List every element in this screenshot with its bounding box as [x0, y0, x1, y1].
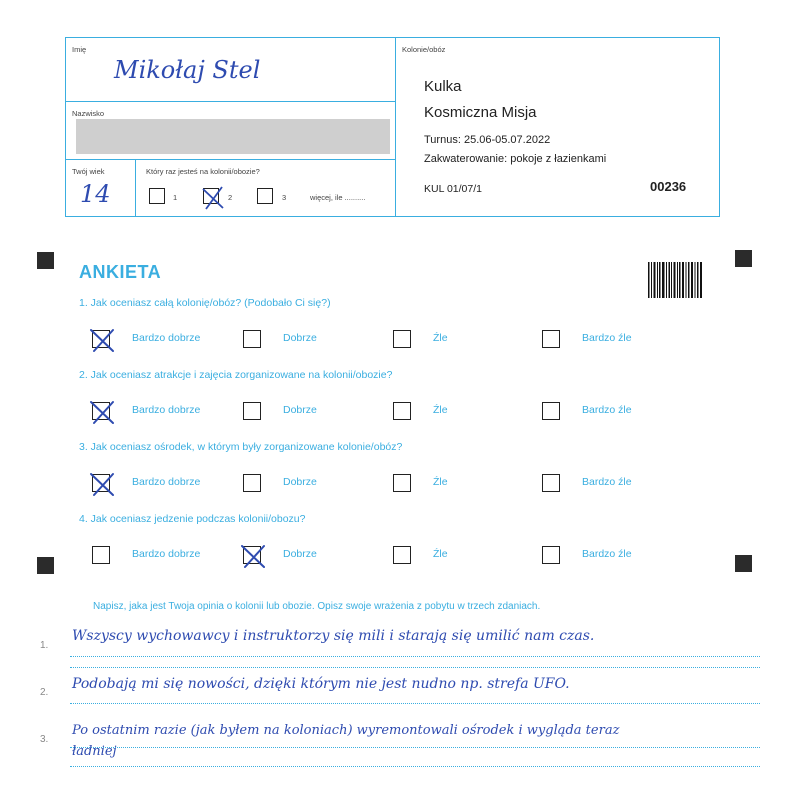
question-1-option-2-label: Dobrze — [283, 332, 317, 344]
answer-number-2: 2. — [40, 687, 49, 698]
name-cell — [66, 38, 396, 102]
answer-number-3: 3. — [40, 734, 49, 745]
surname-label: Nazwisko — [72, 109, 105, 118]
name-label: Imię — [72, 45, 87, 54]
camp-cell — [396, 38, 720, 217]
question-1-option-4-label: Bardzo źle — [582, 332, 632, 344]
turnus-row — [424, 134, 550, 146]
age-cell — [66, 160, 136, 217]
answer-rule-3 — [70, 747, 760, 748]
question-2-text: 2. Jak oceniasz atrakcje i zajęcia zorganizowane na kolonii/obozie? — [79, 369, 393, 381]
question-3-option-2-checkbox[interactable] — [243, 474, 261, 492]
times-checkbox-2[interactable] — [203, 188, 219, 204]
question-4-option-2-checkbox[interactable] — [243, 546, 261, 564]
check-mark-icon — [89, 399, 115, 425]
answer-number-1: 1. — [40, 640, 49, 651]
registration-marker-bottom-right — [735, 555, 752, 572]
header-form — [65, 37, 720, 217]
answer-line-2[interactable]: Podobają mi się nowości, dzięki którym nie jest nudno np. strefa UFO. — [72, 676, 570, 692]
camp-name: Kulka — [424, 78, 462, 95]
turnus-value: 25.06-05.07.2022 — [463, 134, 551, 146]
form-number: 00236 — [650, 179, 687, 194]
question-4-option-2-label: Dobrze — [283, 548, 317, 560]
question-1-option-2-checkbox[interactable] — [243, 330, 261, 348]
question-2-option-4-label: Bardzo źle — [582, 404, 632, 416]
question-1-option-1-label: Bardzo dobrze — [132, 332, 201, 344]
question-3-option-3-checkbox[interactable] — [393, 474, 411, 492]
question-1-option-1-checkbox[interactable] — [92, 330, 110, 348]
name-value[interactable]: Mikołaj Stel — [114, 56, 261, 84]
question-4-option-4-checkbox[interactable] — [542, 546, 560, 564]
question-4-text: 4. Jak oceniasz jedzenie podczas kolonii/obozu? — [79, 513, 306, 525]
answer-line-1[interactable]: Wszyscy wychowawcy i instruktorzy się mili i starają się umilić nam czas. — [72, 628, 595, 644]
question-3-text: 3. Jak oceniasz ośrodek, w którym były zorganizowane kolonie/obóz? — [79, 441, 403, 453]
registration-marker-top-left — [37, 252, 54, 269]
question-2-option-3-checkbox[interactable] — [393, 402, 411, 420]
check-mark-icon — [89, 327, 115, 353]
barcode — [648, 262, 702, 298]
camp-code: KUL 01/07/1 — [424, 183, 482, 195]
question-1-option-3-label: Źle — [433, 332, 448, 344]
question-2-option-3-label: Źle — [433, 404, 448, 416]
times-more-label: więcej, ile .......... — [310, 193, 366, 202]
answer-rule-4 — [70, 766, 760, 767]
question-4-option-4-label: Bardzo źle — [582, 548, 632, 560]
question-4-option-3-label: Źle — [433, 548, 448, 560]
question-3-option-1-label: Bardzo dobrze — [132, 476, 201, 488]
question-3-option-2-label: Dobrze — [283, 476, 317, 488]
times-cell — [136, 160, 396, 217]
question-1-option-3-checkbox[interactable] — [393, 330, 411, 348]
question-3-option-4-checkbox[interactable] — [542, 474, 560, 492]
answer-rule-1 — [70, 656, 760, 657]
accommodation-value: pokoje z łazienkami — [510, 153, 607, 165]
question-2-option-2-checkbox[interactable] — [243, 402, 261, 420]
answer-line-3-continued[interactable]: ładniej — [72, 744, 117, 759]
times-checkbox-1[interactable] — [149, 188, 165, 204]
answer-line-3[interactable]: Po ostatnim razie (jak byłem na koloniach) wyremontowali ośrodek i wygląda teraz — [72, 723, 620, 738]
question-4-option-1-label: Bardzo dobrze — [132, 548, 201, 560]
age-value[interactable]: 14 — [80, 180, 111, 208]
question-3-option-4-label: Bardzo źle — [582, 476, 632, 488]
times-option-1: 1 — [173, 193, 178, 202]
redacted-surname — [76, 119, 390, 154]
times-option-3: 3 — [282, 193, 287, 202]
camp-label: Kolonie/obóz — [402, 45, 446, 54]
registration-marker-top-right — [735, 250, 752, 267]
question-3-option-1-checkbox[interactable] — [92, 474, 110, 492]
age-label: Twój wiek — [72, 167, 105, 176]
question-3-option-3-label: Źle — [433, 476, 448, 488]
registration-marker-bottom-left — [37, 557, 54, 574]
question-4-option-1-checkbox[interactable] — [92, 546, 110, 564]
question-2-option-2-label: Dobrze — [283, 404, 317, 416]
question-2-option-1-label: Bardzo dobrze — [132, 404, 201, 416]
check-mark-icon — [240, 543, 266, 569]
question-2-option-1-checkbox[interactable] — [92, 402, 110, 420]
times-checkbox-3[interactable] — [257, 188, 273, 204]
check-mark-icon — [200, 185, 226, 211]
opinion-prompt: Napisz, jaka jest Twoja opinia o kolonii lub obozie. Opisz swoje wrażenia z pobytu w trzech zdaniach. — [93, 601, 541, 612]
question-2-option-4-checkbox[interactable] — [542, 402, 560, 420]
check-mark-icon — [89, 471, 115, 497]
question-1-text: 1. Jak oceniasz całą kolonię/obóz? (Podobało Ci się?) — [79, 297, 331, 309]
camp-theme: Kosmiczna Misja — [424, 104, 537, 121]
accommodation-row — [424, 153, 606, 165]
barcode-icon — [648, 262, 702, 298]
turnus-label: Turnus: — [424, 134, 461, 146]
times-label: Który raz jesteś na kolonii/obozie? — [146, 167, 260, 176]
survey-title: ANKIETA — [79, 262, 162, 282]
answer-rule-2 — [70, 703, 760, 704]
surname-cell — [66, 102, 396, 160]
accommodation-label: Zakwaterowanie: — [424, 153, 508, 165]
question-1-option-4-checkbox[interactable] — [542, 330, 560, 348]
question-4-option-3-checkbox[interactable] — [393, 546, 411, 564]
times-option-2: 2 — [228, 193, 233, 202]
answer-rule-1b — [70, 667, 760, 668]
